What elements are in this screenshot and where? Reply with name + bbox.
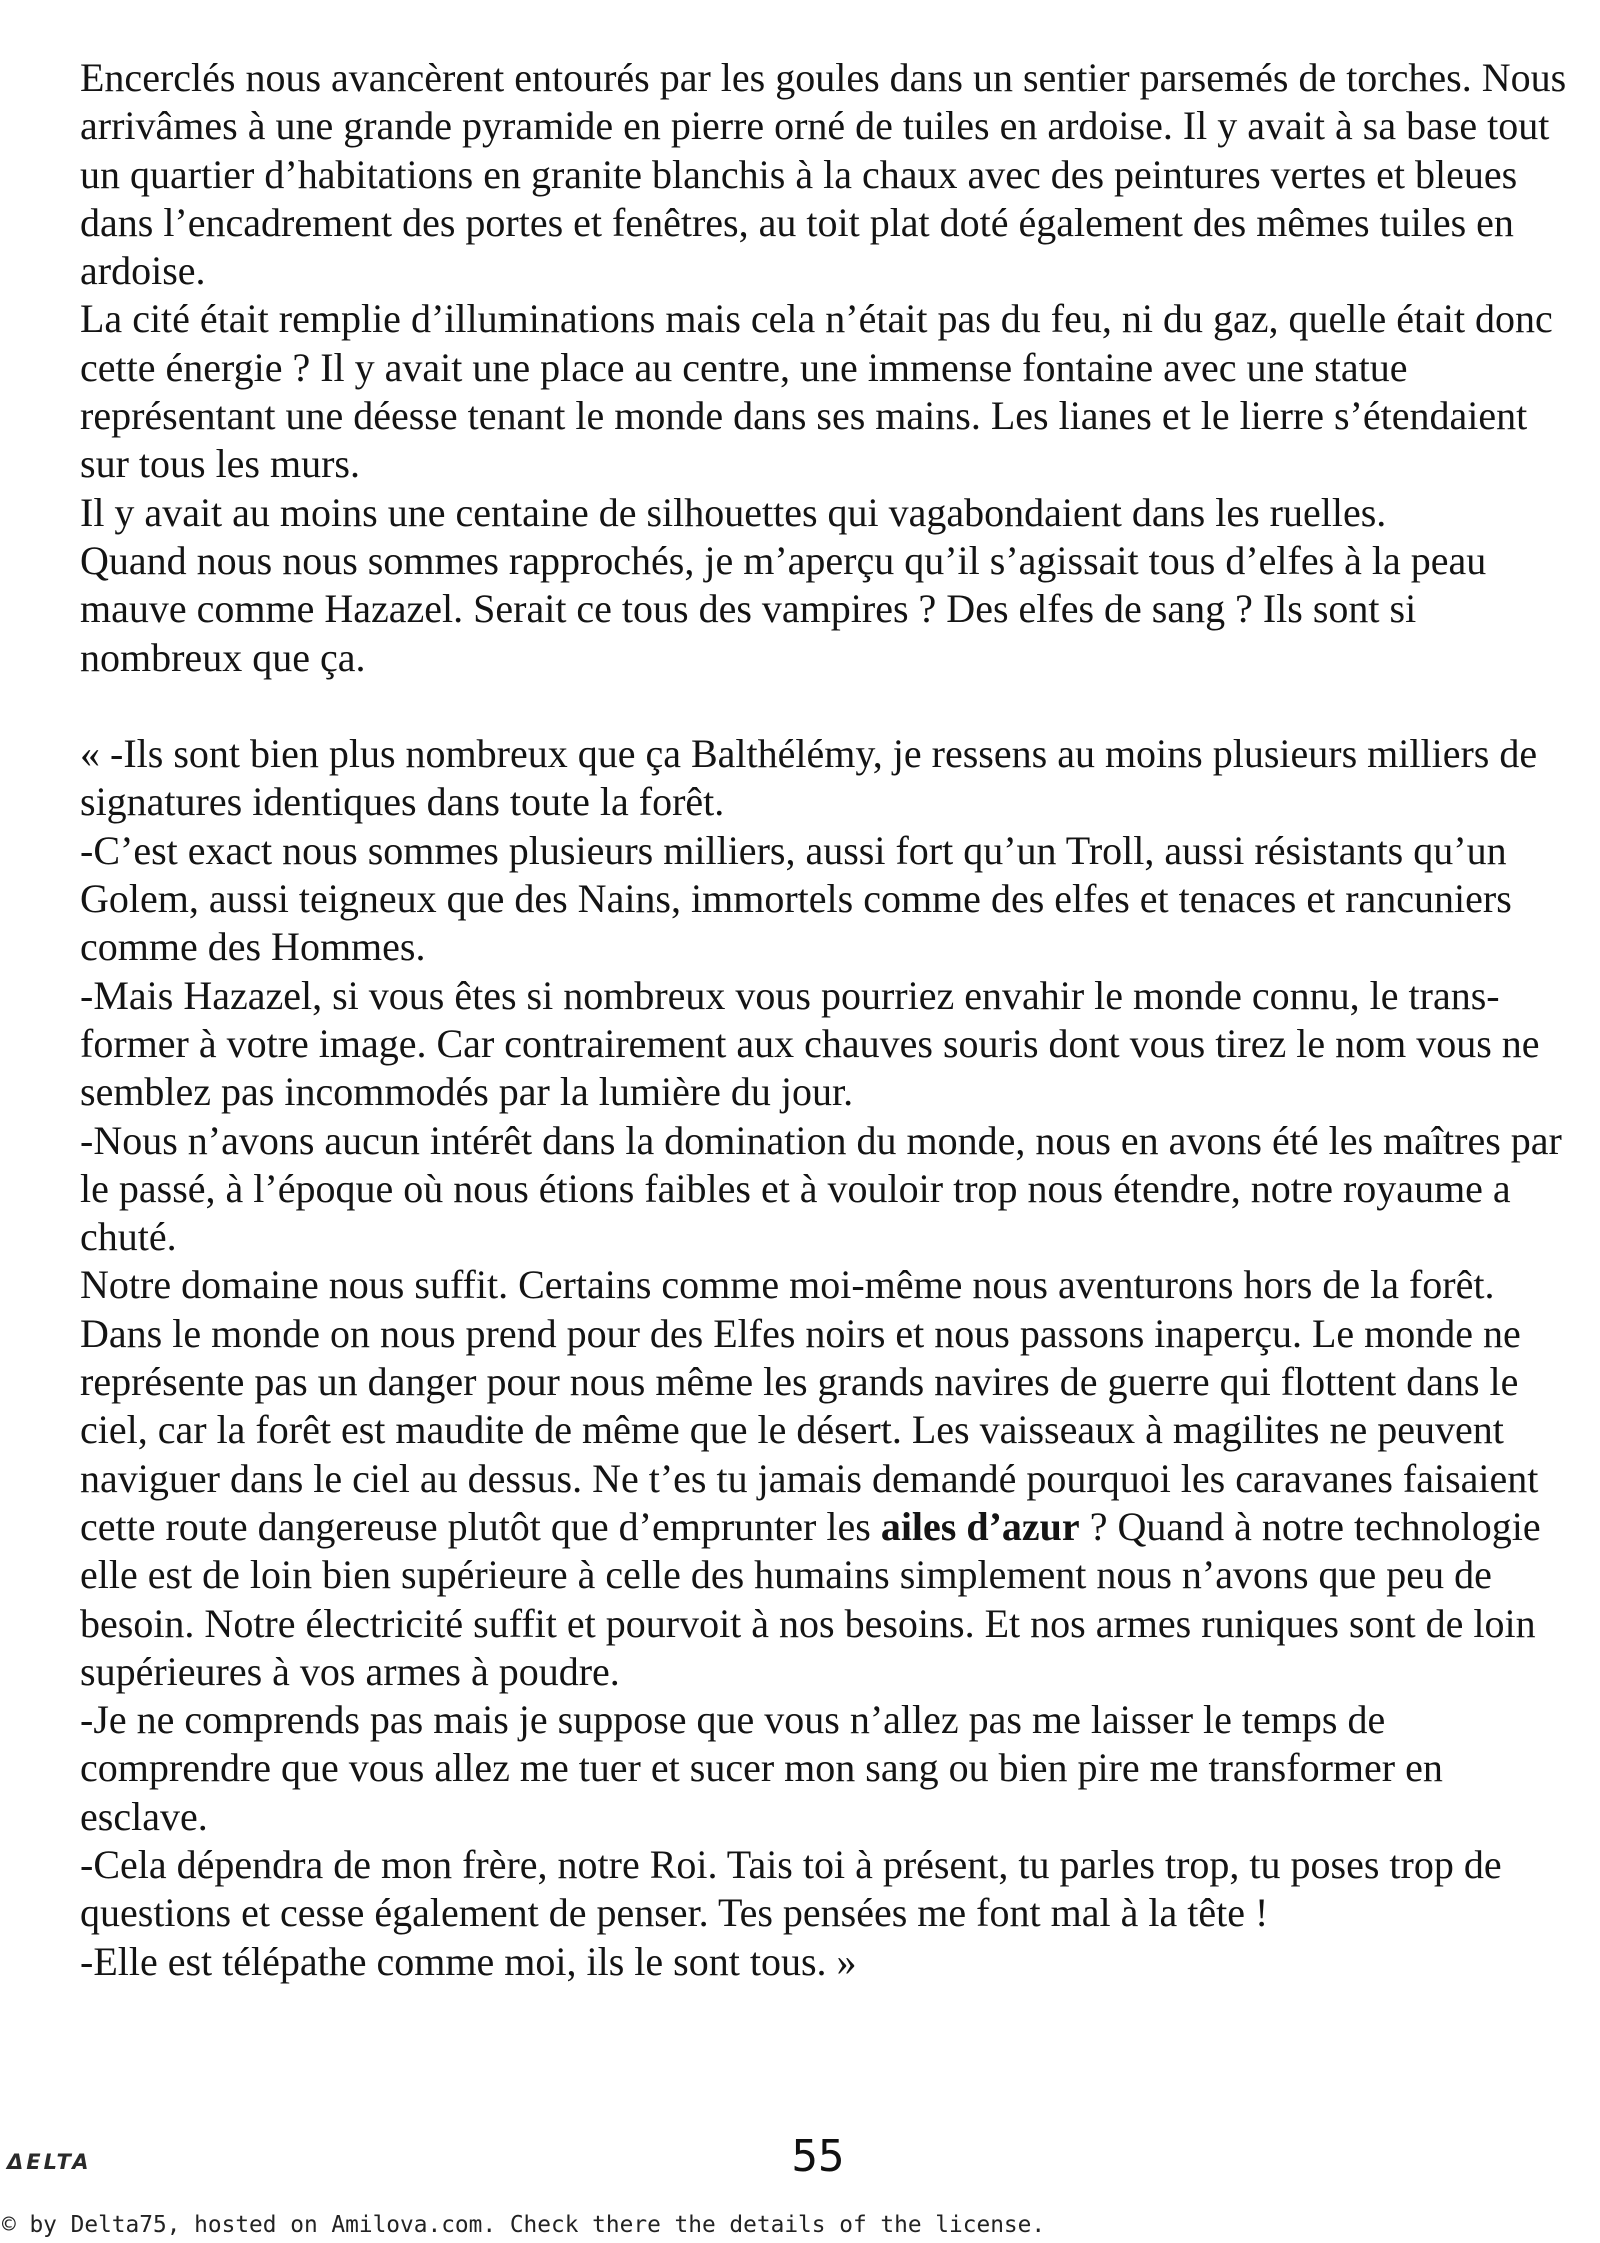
text-line: Il y avait au moins une centaine de silhouettes qui vagabondaient dans les ruelles. <box>80 489 1387 535</box>
text-line: chuté. <box>80 1214 177 1260</box>
text-line: -Elle est télépathe comme moi, ils le sont tous. » <box>80 1938 857 1984</box>
text-line: un quartier d’habitations en granite blanchis à la chaux avec des peintures vertes et bleues <box>80 151 1518 197</box>
text-line: supérieures à vos armes à poudre. <box>80 1648 620 1694</box>
text-line: comme des Hommes. <box>80 924 426 970</box>
text-line: -Nous n’avons aucun intérêt dans la domination du monde, nous en avons été les maîtres par <box>80 1117 1562 1163</box>
text-line: nombreux que ça. <box>80 634 366 680</box>
text-line: besoin. Notre électricité suffit et pourvoit à nos besoins. Et nos armes runiques sont de loin <box>80 1600 1536 1646</box>
text-line: Golem, aussi teigneux que des Nains, immortels comme des elfes et tenaces et rancuniers <box>80 876 1512 922</box>
text-line: Notre domaine nous suffit. Certains comme moi-même nous aventurons hors de la forêt. <box>80 1262 1495 1308</box>
paragraph <box>80 730 1590 1986</box>
text-line: cette énergie ? Il y avait une place au centre, une immense fontaine avec une statue <box>80 344 1408 390</box>
text-line: La cité était remplie d’illuminations mais cela n’était pas du feu, ni du gaz, quelle était donc <box>80 296 1553 342</box>
text-line: signatures identiques dans toute la forêt. <box>80 779 725 825</box>
text-line: Dans le monde on nous prend pour des Elfes noirs et nous passons inaperçu. Le monde ne <box>80 1310 1521 1356</box>
text-line: sur tous les murs. <box>80 441 360 487</box>
text-line: ciel, car la forêt est maudite de même que le désert. Les vaisseaux à magilites ne peuvent <box>80 1407 1504 1453</box>
license-notice: © by Delta75, hosted on Amilova.com. Check there the details of the license. <box>2 2212 1046 2238</box>
text-line: elle est de loin bien supérieure à celle des humains simplement nous n’avons que peu de <box>80 1552 1492 1598</box>
text-line: semblez pas incommodés par la lumière du jour. <box>80 1069 854 1115</box>
text-line: le passé, à l’époque où nous étions faibles et à vouloir trop nous étendre, notre royaume a <box>80 1165 1511 1211</box>
text-line: -C’est exact nous sommes plusieurs milliers, aussi fort qu’un Troll, aussi résistants qu’un <box>80 827 1507 873</box>
text-line: -Mais Hazazel, si vous êtes si nombreux vous pourriez envahir le monde connu, le trans- <box>80 972 1500 1018</box>
text-line: -Cela dépendra de mon frère, notre Roi. Tais toi à présent, tu parles trop, tu poses trop de <box>80 1841 1502 1887</box>
text-line: former à votre image. Car contrairement aux chauves souris dont vous tirez le nom vous ne <box>80 1020 1540 1066</box>
text-line: mauve comme Hazazel. Serait ce tous des vampires ? Des elfes de sang ? Ils sont si <box>80 586 1417 632</box>
bold-emphasis: ailes d’azur <box>880 1503 1080 1549</box>
delta-logo: ΔELTA <box>7 2150 92 2174</box>
text-line <box>80 1503 1590 1551</box>
text-line: ardoise. <box>80 248 206 294</box>
text-line: -Je ne comprends pas mais je suppose que vous n’allez pas me laisser le temps de <box>80 1697 1386 1743</box>
body-text <box>80 54 1590 1986</box>
text-line: « -Ils sont bien plus nombreux que ça Balthélémy, je ressens au moins plusieurs milliers de <box>80 731 1538 777</box>
text-line: naviguer dans le ciel au dessus. Ne t’es tu jamais demandé pourquoi les caravanes faisaient <box>80 1455 1539 1501</box>
paragraph-gap <box>80 682 1590 730</box>
text-line: représentant une déesse tenant le monde dans ses mains. Les lianes et le lierre s’étendaient <box>80 393 1528 439</box>
text-line: Quand nous nous sommes rapprochés, je m’aperçu qu’il s’agissait tous d’elfes à la peau <box>80 537 1487 583</box>
text-segment: cette route dangereuse plutôt que d’emprunter les <box>80 1503 881 1549</box>
text-line: représente pas un danger pour nous même les grands navires de guerre qui flottent dans le <box>80 1359 1519 1405</box>
text-line: esclave. <box>80 1793 208 1839</box>
page-number: 55 <box>791 2131 845 2182</box>
text-line: questions et cesse également de penser. Tes pensées me font mal à la tête ! <box>80 1890 1269 1936</box>
text-line: dans l’encadrement des portes et fenêtres, au toit plat doté également des mêmes tuiles en <box>80 199 1514 245</box>
text-line: Encerclés nous avancèrent entourés par les goules dans un sentier parsemés de torches. Nous <box>80 55 1567 100</box>
text-line: comprendre que vous allez me tuer et sucer mon sang ou bien pire me transformer en <box>80 1745 1443 1791</box>
text-segment: ? Quand à notre technologie <box>1079 1503 1541 1549</box>
text-line: arrivâmes à une grande pyramide en pierre orné de tuiles en ardoise. Il y avait à sa base tout <box>80 103 1550 149</box>
paragraph <box>80 54 1590 682</box>
